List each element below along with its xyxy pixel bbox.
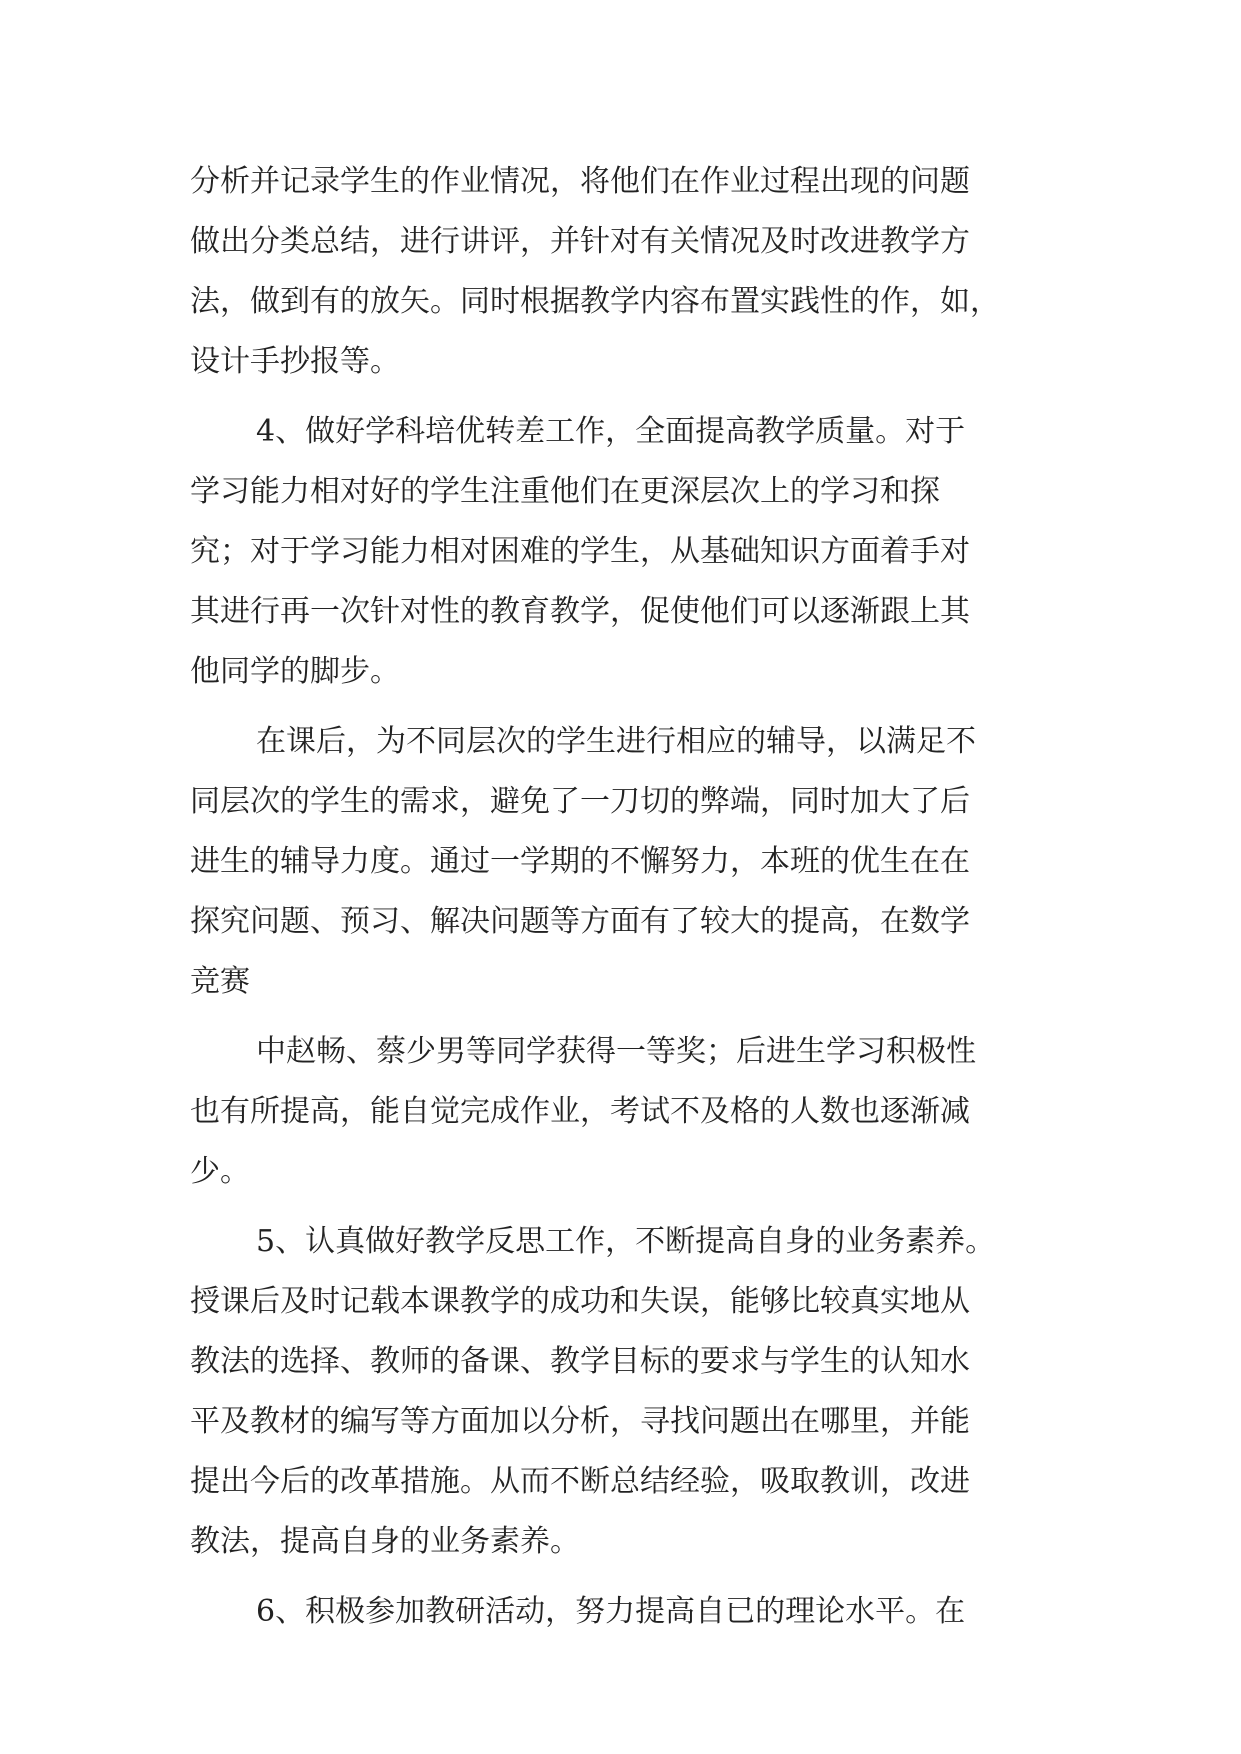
text-line: 分析并记录学生的作业情况，将他们在作业过程出现的问题 (190, 164, 970, 199)
text-line: 法，做到有的放矢。同时根据教学内容布置实践性的作，如， (190, 284, 1000, 319)
paragraph-start-line: 4、做好学科培优转差工作，全面提高教学质量。对于 (256, 414, 966, 449)
paragraph-start-line: 5、认真做好教学反思工作，不断提高自身的业务素养。 (256, 1224, 996, 1259)
text-line: 也有所提高，能自觉完成作业，考试不及格的人数也逐渐减 (190, 1094, 970, 1129)
text-line: 平及教材的编写等方面加以分析，寻找问题出在哪里，并能 (190, 1404, 970, 1439)
paragraph-start-line: 在课后，为不同层次的学生进行相应的辅导，以满足不 (256, 724, 976, 759)
text-line: 提出今后的改革措施。从而不断总结经验，吸取教训，改进 (190, 1464, 970, 1499)
text-line: 少。 (190, 1154, 250, 1189)
text-line: 探究问题、预习、解决问题等方面有了较大的提高，在数学 (190, 904, 970, 939)
text-line: 究；对于学习能力相对困难的学生，从基础知识方面着手对 (190, 534, 970, 569)
text-line: 其进行再一次针对性的教育教学，促使他们可以逐渐跟上其 (190, 594, 970, 629)
text-line: 设计手抄报等。 (190, 344, 400, 379)
paragraph-start-line: 6、积极参加教研活动，努力提高自已的理论水平。在 (256, 1594, 966, 1629)
text-line: 竞赛 (190, 964, 250, 999)
text-line: 同层次的学生的需求，避免了一刀切的弊端，同时加大了后 (190, 784, 970, 819)
text-line: 进生的辅导力度。通过一学期的不懈努力，本班的优生在在 (190, 844, 970, 879)
text-line: 授课后及时记载本课教学的成功和失误，能够比较真实地从 (190, 1284, 970, 1319)
text-line: 教法，提高自身的业务素养。 (190, 1524, 580, 1559)
text-line: 他同学的脚步。 (190, 654, 400, 689)
text-line: 学习能力相对好的学生注重他们在更深层次上的学习和探 (190, 474, 940, 509)
paragraph-start-line: 中赵畅、蔡少男等同学获得一等奖；后进生学习积极性 (256, 1034, 976, 1069)
text-line: 做出分类总结，进行讲评，并针对有关情况及时改进教学方 (190, 224, 970, 259)
text-line: 教法的选择、教师的备课、教学目标的要求与学生的认知水 (190, 1344, 970, 1379)
